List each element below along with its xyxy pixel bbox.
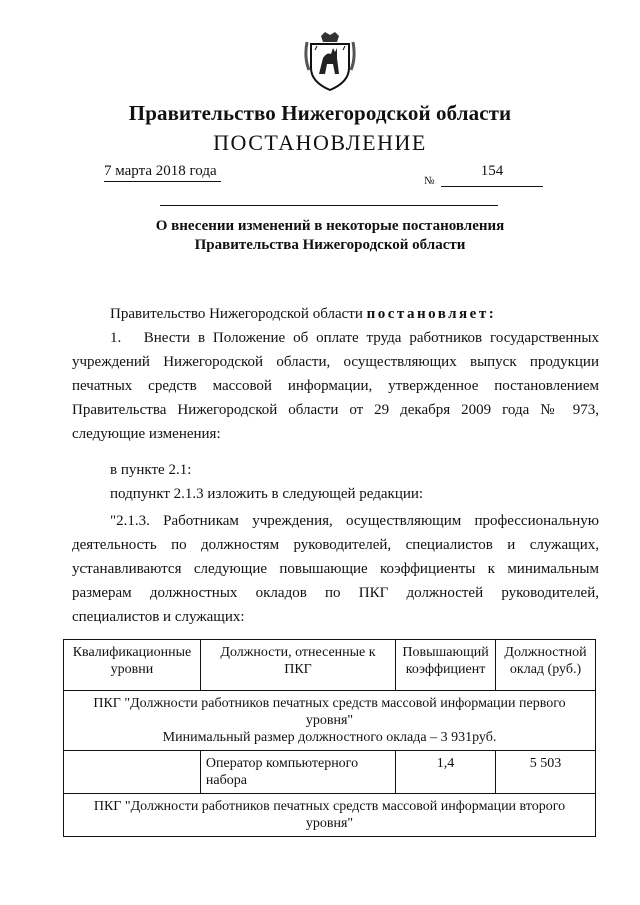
table-group-row [64, 691, 596, 751]
position-cell: Оператор компьютерного набора [200, 751, 395, 794]
subpoint-text: подпункт 2.1.3 изложить в следующей редакции: [110, 486, 424, 502]
item-1-line: 1. Внести в Положение об оплате труда работников государственных [110, 330, 599, 346]
number-underline [441, 186, 543, 187]
subject-line-1: О внесении изменений в некоторые постановления [155, 218, 505, 234]
intro-paragraph [72, 302, 599, 326]
subject-line-2: Правительства Нижегородской области [194, 237, 466, 253]
coefficient-cell: 1,4 [396, 751, 496, 794]
salary-table [63, 639, 596, 837]
document-subject [80, 217, 580, 255]
table-header-row [64, 640, 596, 691]
quote-paragraph [72, 509, 599, 629]
group-title: ПКГ "Должности работников печатных средств массовой информации первого уровня" [93, 696, 566, 728]
intro-text: Правительство Нижегородской области [110, 306, 367, 322]
group-cell [64, 691, 596, 751]
intro-resolves: постановляет: [366, 306, 497, 322]
item-1-last-line: следующие изменения: [72, 426, 221, 442]
item-1-line: Правительства Нижегородской области от 29 декабря 2009 года № 973, [72, 402, 599, 418]
item-1-line: печатных средств массовой информации, утвержденное постановлением [72, 378, 599, 394]
item-1-paragraph [72, 326, 599, 446]
document-number: 154 [480, 163, 504, 179]
header-cell: Должности, отнесенные к ПКГ [200, 640, 395, 691]
document-date: 7 марта 2018 года [104, 163, 221, 182]
level-cell [64, 751, 201, 794]
table-row [64, 751, 596, 794]
header-cell: Должностной оклад (руб.) [496, 640, 596, 691]
item-1-line: учреждений Нижегородской области, осуществляющих выпуск продукции [72, 354, 599, 370]
quote-last-line: специалистов и служащих: [72, 609, 245, 625]
salary-cell: 5 503 [496, 751, 596, 794]
coat-of-arms-icon [303, 30, 357, 92]
separator-line [160, 205, 498, 206]
group-title: ПКГ "Должности работников печатных средств массовой информации второго уровня" [64, 794, 596, 837]
quote-line: деятельность по должностям руководителей, специалистов и служащих, [72, 537, 599, 553]
quote-line: "2.1.3. Работникам учреждения, осуществляющим профессиональную [110, 513, 599, 529]
header-cell: Повышающий коэффициент [396, 640, 496, 691]
government-title: Правительство Нижегородской области [128, 101, 512, 125]
number-label: № [424, 175, 435, 187]
document-type: ПОСТАНОВЛЕНИЕ [213, 130, 427, 155]
point-text: в пункте 2.1: [110, 462, 192, 478]
quote-line: устанавливаются следующие повышающие коэффициенты к минимальным [72, 561, 599, 577]
quote-line: размерам должностных окладов по ПКГ должностей руководителей, [72, 585, 599, 601]
group-min-salary: Минимальный размер должностного оклада – 3 931руб. [162, 730, 497, 745]
header-cell: Квалификационные уровни [64, 640, 201, 691]
table-group-row [64, 794, 596, 837]
